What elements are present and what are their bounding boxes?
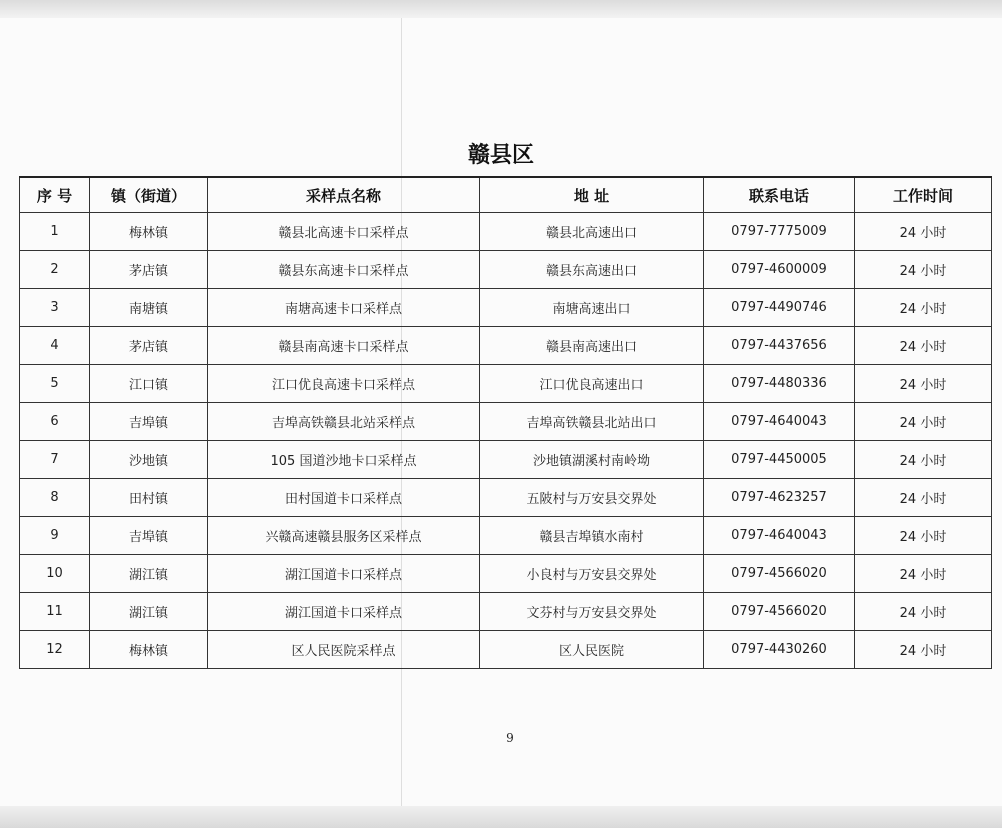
scan-bottom-edge [0, 806, 1002, 828]
cell-town: 茅店镇 [90, 327, 208, 365]
table-row [20, 251, 992, 289]
cell-site-name: 赣县东高速卡口采样点 [208, 251, 480, 289]
cell-address: 赣县东高速出口 [480, 251, 704, 289]
cell-hours: 24 小时 [855, 441, 992, 479]
header-index: 序 号 [20, 177, 90, 213]
table-row [20, 327, 992, 365]
cell-address: 南塘高速出口 [480, 289, 704, 327]
cell-town: 湖江镇 [90, 555, 208, 593]
cell-hours: 24 小时 [855, 593, 992, 631]
cell-site-name: 赣县北高速卡口采样点 [208, 213, 480, 251]
cell-index: 7 [20, 441, 90, 479]
cell-site-name: 江口优良高速卡口采样点 [208, 365, 480, 403]
cell-hours: 24 小时 [855, 479, 992, 517]
cell-phone: 0797-4430260 [704, 631, 855, 669]
table-row [20, 365, 992, 403]
cell-address: 江口优良高速出口 [480, 365, 704, 403]
cell-site-name: 湖江国道卡口采样点 [208, 555, 480, 593]
cell-address: 赣县南高速出口 [480, 327, 704, 365]
table-row [20, 517, 992, 555]
cell-index: 4 [20, 327, 90, 365]
cell-address: 吉埠高铁赣县北站出口 [480, 403, 704, 441]
cell-site-name: 吉埠高铁赣县北站采样点 [208, 403, 480, 441]
cell-site-name: 南塘高速卡口采样点 [208, 289, 480, 327]
cell-hours: 24 小时 [855, 517, 992, 555]
header-hours: 工作时间 [855, 177, 992, 213]
cell-hours: 24 小时 [855, 327, 992, 365]
cell-site-name: 赣县南高速卡口采样点 [208, 327, 480, 365]
cell-address: 小良村与万安县交界处 [480, 555, 704, 593]
cell-index: 12 [20, 631, 90, 669]
cell-index: 11 [20, 593, 90, 631]
cell-town: 吉埠镇 [90, 403, 208, 441]
cell-phone: 0797-4480336 [704, 365, 855, 403]
table-row [20, 593, 992, 631]
cell-address: 文芬村与万安县交界处 [480, 593, 704, 631]
cell-hours: 24 小时 [855, 403, 992, 441]
cell-town: 湖江镇 [90, 593, 208, 631]
page-number: 9 [506, 731, 514, 745]
cell-address: 区人民医院 [480, 631, 704, 669]
cell-hours: 24 小时 [855, 251, 992, 289]
cell-town: 田村镇 [90, 479, 208, 517]
cell-phone: 0797-4566020 [704, 593, 855, 631]
header-site-name: 采样点名称 [208, 177, 480, 213]
cell-phone: 0797-7775009 [704, 213, 855, 251]
page-title: 赣县区 [467, 142, 534, 168]
cell-town: 梅林镇 [90, 213, 208, 251]
cell-hours: 24 小时 [855, 213, 992, 251]
cell-phone: 0797-4437656 [704, 327, 855, 365]
cell-index: 9 [20, 517, 90, 555]
cell-hours: 24 小时 [855, 555, 992, 593]
cell-index: 2 [20, 251, 90, 289]
cell-phone: 0797-4640043 [704, 403, 855, 441]
table-row [20, 555, 992, 593]
cell-address: 沙地镇湖溪村南岭坳 [480, 441, 704, 479]
cell-site-name: 区人民医院采样点 [208, 631, 480, 669]
cell-site-name: 兴赣高速赣县服务区采样点 [208, 517, 480, 555]
cell-index: 5 [20, 365, 90, 403]
cell-phone: 0797-4600009 [704, 251, 855, 289]
cell-address: 赣县吉埠镇水南村 [480, 517, 704, 555]
header-town: 镇（街道） [90, 177, 208, 213]
cell-town: 江口镇 [90, 365, 208, 403]
cell-town: 南塘镇 [90, 289, 208, 327]
cell-address: 五陂村与万安县交界处 [480, 479, 704, 517]
scan-top-edge [0, 0, 1002, 18]
cell-town: 茅店镇 [90, 251, 208, 289]
cell-phone: 0797-4566020 [704, 555, 855, 593]
table-row [20, 479, 992, 517]
cell-phone: 0797-4450005 [704, 441, 855, 479]
sampling-sites-table [19, 176, 992, 669]
cell-town: 吉埠镇 [90, 517, 208, 555]
header-address: 地 址 [480, 177, 704, 213]
cell-index: 10 [20, 555, 90, 593]
table-row [20, 289, 992, 327]
cell-index: 8 [20, 479, 90, 517]
cell-town: 梅林镇 [90, 631, 208, 669]
table-row [20, 403, 992, 441]
table-row [20, 631, 992, 669]
cell-address: 赣县北高速出口 [480, 213, 704, 251]
cell-site-name: 湖江国道卡口采样点 [208, 593, 480, 631]
cell-town: 沙地镇 [90, 441, 208, 479]
cell-hours: 24 小时 [855, 631, 992, 669]
cell-index: 3 [20, 289, 90, 327]
cell-site-name: 105 国道沙地卡口采样点 [208, 441, 480, 479]
cell-phone: 0797-4640043 [704, 517, 855, 555]
table-row [20, 213, 992, 251]
cell-index: 6 [20, 403, 90, 441]
cell-site-name: 田村国道卡口采样点 [208, 479, 480, 517]
cell-phone: 0797-4490746 [704, 289, 855, 327]
cell-hours: 24 小时 [855, 289, 992, 327]
table-header-row [20, 177, 992, 213]
cell-index: 1 [20, 213, 90, 251]
table-row [20, 441, 992, 479]
header-phone: 联系电话 [704, 177, 855, 213]
cell-hours: 24 小时 [855, 365, 992, 403]
cell-phone: 0797-4623257 [704, 479, 855, 517]
